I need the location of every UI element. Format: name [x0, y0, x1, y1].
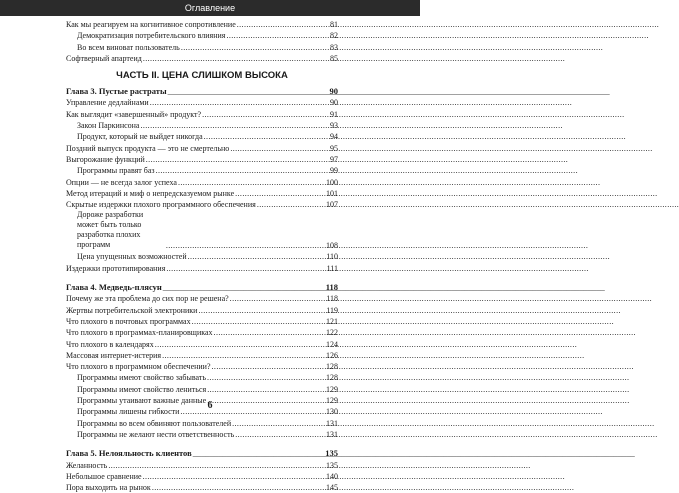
- toc-entry-title: Выгорожание функций: [66, 154, 145, 164]
- toc-page-number: 110: [326, 252, 338, 262]
- toc-page-number: 82: [330, 31, 338, 41]
- toc-top-group: [66, 19, 338, 64]
- chapter-4: [66, 282, 338, 440]
- dot-leader: [168, 86, 329, 97]
- dot-leader: [230, 293, 326, 304]
- toc-entry[interactable]: [66, 339, 338, 350]
- dot-leader: [162, 350, 325, 361]
- toc-entry-title: Что плохого в программах-планировщиках: [66, 328, 213, 338]
- toc-page-number: 129: [326, 384, 338, 394]
- chapter-heading[interactable]: [66, 86, 338, 97]
- toc-entry[interactable]: [66, 154, 338, 165]
- toc-page-number: 118: [325, 282, 338, 293]
- toc-page-number: 90: [330, 98, 338, 108]
- toc-entry-title: Дороже разработки может быть только разработка плохих программ: [77, 210, 144, 250]
- dot-leader: [140, 120, 329, 131]
- toc-page-number: 95: [330, 143, 338, 153]
- toc-entry[interactable]: [66, 429, 338, 440]
- toc-entry-title: Как мы реагируем на когнитивное сопротивление: [66, 20, 236, 29]
- dot-leader: [143, 471, 325, 482]
- toc-entry-title: Скрытые издержки плохого программного обеспечения: [66, 200, 256, 210]
- toc-page-number: 94: [330, 132, 338, 142]
- toc-entry[interactable]: [66, 305, 338, 316]
- dot-leader: [192, 316, 325, 327]
- toc-entry-title: Закон Паркинсона: [77, 121, 140, 131]
- dot-leader: [163, 282, 325, 293]
- toc-page-number: 128: [326, 373, 338, 383]
- toc-page-number: 85: [330, 53, 338, 63]
- toc-entry[interactable]: [66, 482, 338, 493]
- toc-entry[interactable]: [66, 143, 338, 154]
- toc-entry-title: Цена упущенных возможностей: [77, 252, 187, 262]
- dot-leader: [207, 384, 325, 395]
- dot-leader: [232, 418, 325, 429]
- toc-entry-title: Почему же эта проблема до сих пор не решена?: [66, 294, 229, 304]
- toc-page-number: 130: [326, 407, 338, 417]
- dot-leader: [188, 251, 326, 262]
- toc-entry-title: Что плохого в календарях: [66, 339, 154, 349]
- dot-leader: [237, 19, 329, 30]
- toc-page-number: 119: [326, 305, 338, 315]
- toc-entry[interactable]: [66, 316, 338, 327]
- dot-leader: [150, 97, 329, 108]
- dot-leader: [193, 448, 325, 459]
- toc-page-number: 140: [326, 471, 338, 481]
- dot-leader: [156, 165, 329, 176]
- dot-leader: [108, 460, 325, 471]
- running-head-title: Оглавление: [184, 3, 236, 13]
- chapter-title: Глава 3. Пустые растраты: [66, 86, 167, 97]
- toc-entry[interactable]: [66, 210, 338, 251]
- toc-entry-title: Что плохого в почтовых программах: [66, 316, 191, 326]
- toc-entry[interactable]: [66, 131, 338, 142]
- chapter-title: Глава 4. Медведь-плясун: [66, 282, 162, 293]
- table-of-contents: [66, 19, 338, 493]
- toc-entry[interactable]: [66, 460, 338, 471]
- chapter-gap: [66, 440, 338, 448]
- toc-page-number: 126: [326, 350, 338, 360]
- toc-entry-title: Продукт, который не выйдет никогда: [77, 132, 203, 142]
- toc-page-number: 118: [326, 294, 338, 304]
- running-head: [0, 0, 420, 16]
- chapter-heading[interactable]: [66, 448, 338, 459]
- toc-entry[interactable]: [66, 188, 338, 199]
- toc-page-number: 100: [326, 177, 338, 187]
- toc-entry-title: Желанность: [66, 460, 108, 470]
- toc-page-number: 97: [330, 154, 338, 164]
- toc-entry[interactable]: [66, 97, 338, 108]
- part-title: ЧАСТЬ II. ЦЕНА СЛИШКОМ ВЫСОКА: [116, 70, 288, 82]
- dot-leader: [207, 372, 325, 383]
- toc-entry-title: Программы утаивают важные данные: [77, 396, 207, 406]
- toc-entry[interactable]: [66, 418, 338, 429]
- toc-entry[interactable]: [66, 251, 338, 262]
- chapter-title: Глава 5. Нелояльность клиентов: [66, 448, 192, 459]
- toc-page-number: 131: [326, 429, 338, 439]
- dot-leader: [202, 109, 329, 120]
- toc-page-number: 81: [330, 20, 338, 29]
- toc-page-number: 101: [326, 188, 338, 198]
- toc-entry[interactable]: [66, 42, 338, 53]
- dot-leader: [257, 199, 325, 210]
- toc-page-number: 83: [330, 42, 338, 52]
- dot-leader: [166, 263, 325, 274]
- toc-entry-title: Пора выходить на рынок: [66, 483, 151, 493]
- toc-page-number: 129: [326, 396, 338, 406]
- toc-page-number: 111: [326, 263, 338, 273]
- dot-leader: [155, 339, 325, 350]
- toc-page-number: 135: [326, 460, 338, 470]
- dot-leader: [235, 429, 325, 440]
- toc-entry-title: Софтверный апартеид: [66, 53, 142, 63]
- toc-entry[interactable]: [66, 384, 338, 395]
- dot-leader: [181, 42, 329, 53]
- toc-page-number: 121: [326, 316, 338, 326]
- toc-entry-title: Опции — не всегда залог успеха: [66, 177, 177, 187]
- toc-page-number: 90: [329, 86, 338, 97]
- toc-entry-title: Что плохого в программном обеспечении?: [66, 362, 211, 372]
- chapter-5: [66, 448, 338, 493]
- toc-entry-title: Программы имеют свойство забывать: [77, 373, 207, 383]
- chapter-3: [66, 86, 338, 274]
- toc-entry[interactable]: [66, 177, 338, 188]
- toc-page-number: 99: [330, 166, 338, 176]
- toc-entry-title: Массовая интернет-истерия: [66, 350, 162, 360]
- toc-page-number: 108: [326, 241, 338, 251]
- dot-leader: [178, 177, 325, 188]
- toc-page-number: 107: [326, 200, 338, 210]
- toc-entry[interactable]: [66, 199, 338, 210]
- toc-page-number: 135: [325, 448, 338, 459]
- toc-entry[interactable]: [66, 165, 338, 176]
- toc-entry-title: Жертвы потребительской электроники: [66, 305, 198, 315]
- toc-page-number: 131: [326, 418, 338, 428]
- toc-entry-title: Программы лишены гибкости: [77, 407, 180, 417]
- dot-leader: [214, 327, 325, 338]
- dot-leader: [166, 240, 325, 251]
- dot-leader: [235, 188, 325, 199]
- toc-entry[interactable]: [66, 293, 338, 304]
- toc-entry-title: Программы имеют свойство лениться: [77, 384, 207, 394]
- toc-page-number: 122: [326, 328, 338, 338]
- toc-entry[interactable]: [66, 53, 338, 64]
- toc-page-number: 124: [326, 339, 338, 349]
- toc-page-number: 145: [326, 483, 338, 493]
- toc-entry[interactable]: [66, 361, 338, 372]
- toc-entry-title: Управление дедлайнами: [66, 98, 149, 108]
- dot-leader: [230, 143, 329, 154]
- page-number: 6: [207, 400, 213, 411]
- toc-page-number: 93: [330, 121, 338, 131]
- toc-entry[interactable]: [66, 109, 338, 120]
- toc-entry-title: Программы правят баз: [77, 166, 155, 176]
- toc-entry-title: Метод итераций и миф о непредсказуемом рынке: [66, 188, 235, 198]
- dot-leader: [152, 482, 325, 493]
- toc-page-number: 91: [330, 109, 338, 119]
- toc-entry-title: Издержки прототипирования: [66, 263, 166, 273]
- toc-entry[interactable]: [66, 19, 338, 30]
- dot-leader: [143, 53, 329, 64]
- toc-entry[interactable]: [66, 350, 338, 361]
- dot-leader: [146, 154, 329, 165]
- chapter-gap: [66, 274, 338, 282]
- toc-entry[interactable]: [66, 471, 338, 482]
- toc-entry[interactable]: [66, 263, 338, 274]
- dot-leader: [212, 361, 325, 372]
- toc-entry[interactable]: [66, 372, 338, 383]
- toc-page-number: 128: [326, 362, 338, 372]
- toc-entry-title: Программы не желают нести ответственность: [77, 429, 235, 439]
- toc-entry-title: Во всем виноват пользователь: [77, 42, 180, 52]
- dot-leader: [204, 131, 329, 142]
- toc-entry-title: Демократизация потребительского влияния: [77, 31, 226, 41]
- toc-entry-title: Небольшое сравнение: [66, 471, 142, 481]
- toc-entry-title: Поздний выпуск продукта — это не смертельно: [66, 143, 230, 153]
- dot-leader: [226, 30, 329, 41]
- toc-entry[interactable]: [66, 327, 338, 338]
- toc-entry-title: Программы во всем обвиняют пользователей: [77, 418, 232, 428]
- chapter-heading[interactable]: [66, 282, 338, 293]
- toc-entry[interactable]: [66, 120, 338, 131]
- toc-entry[interactable]: [66, 30, 338, 41]
- toc-entry-title: Как выглядит «завершенный» продукт?: [66, 109, 202, 119]
- dot-leader: [198, 305, 325, 316]
